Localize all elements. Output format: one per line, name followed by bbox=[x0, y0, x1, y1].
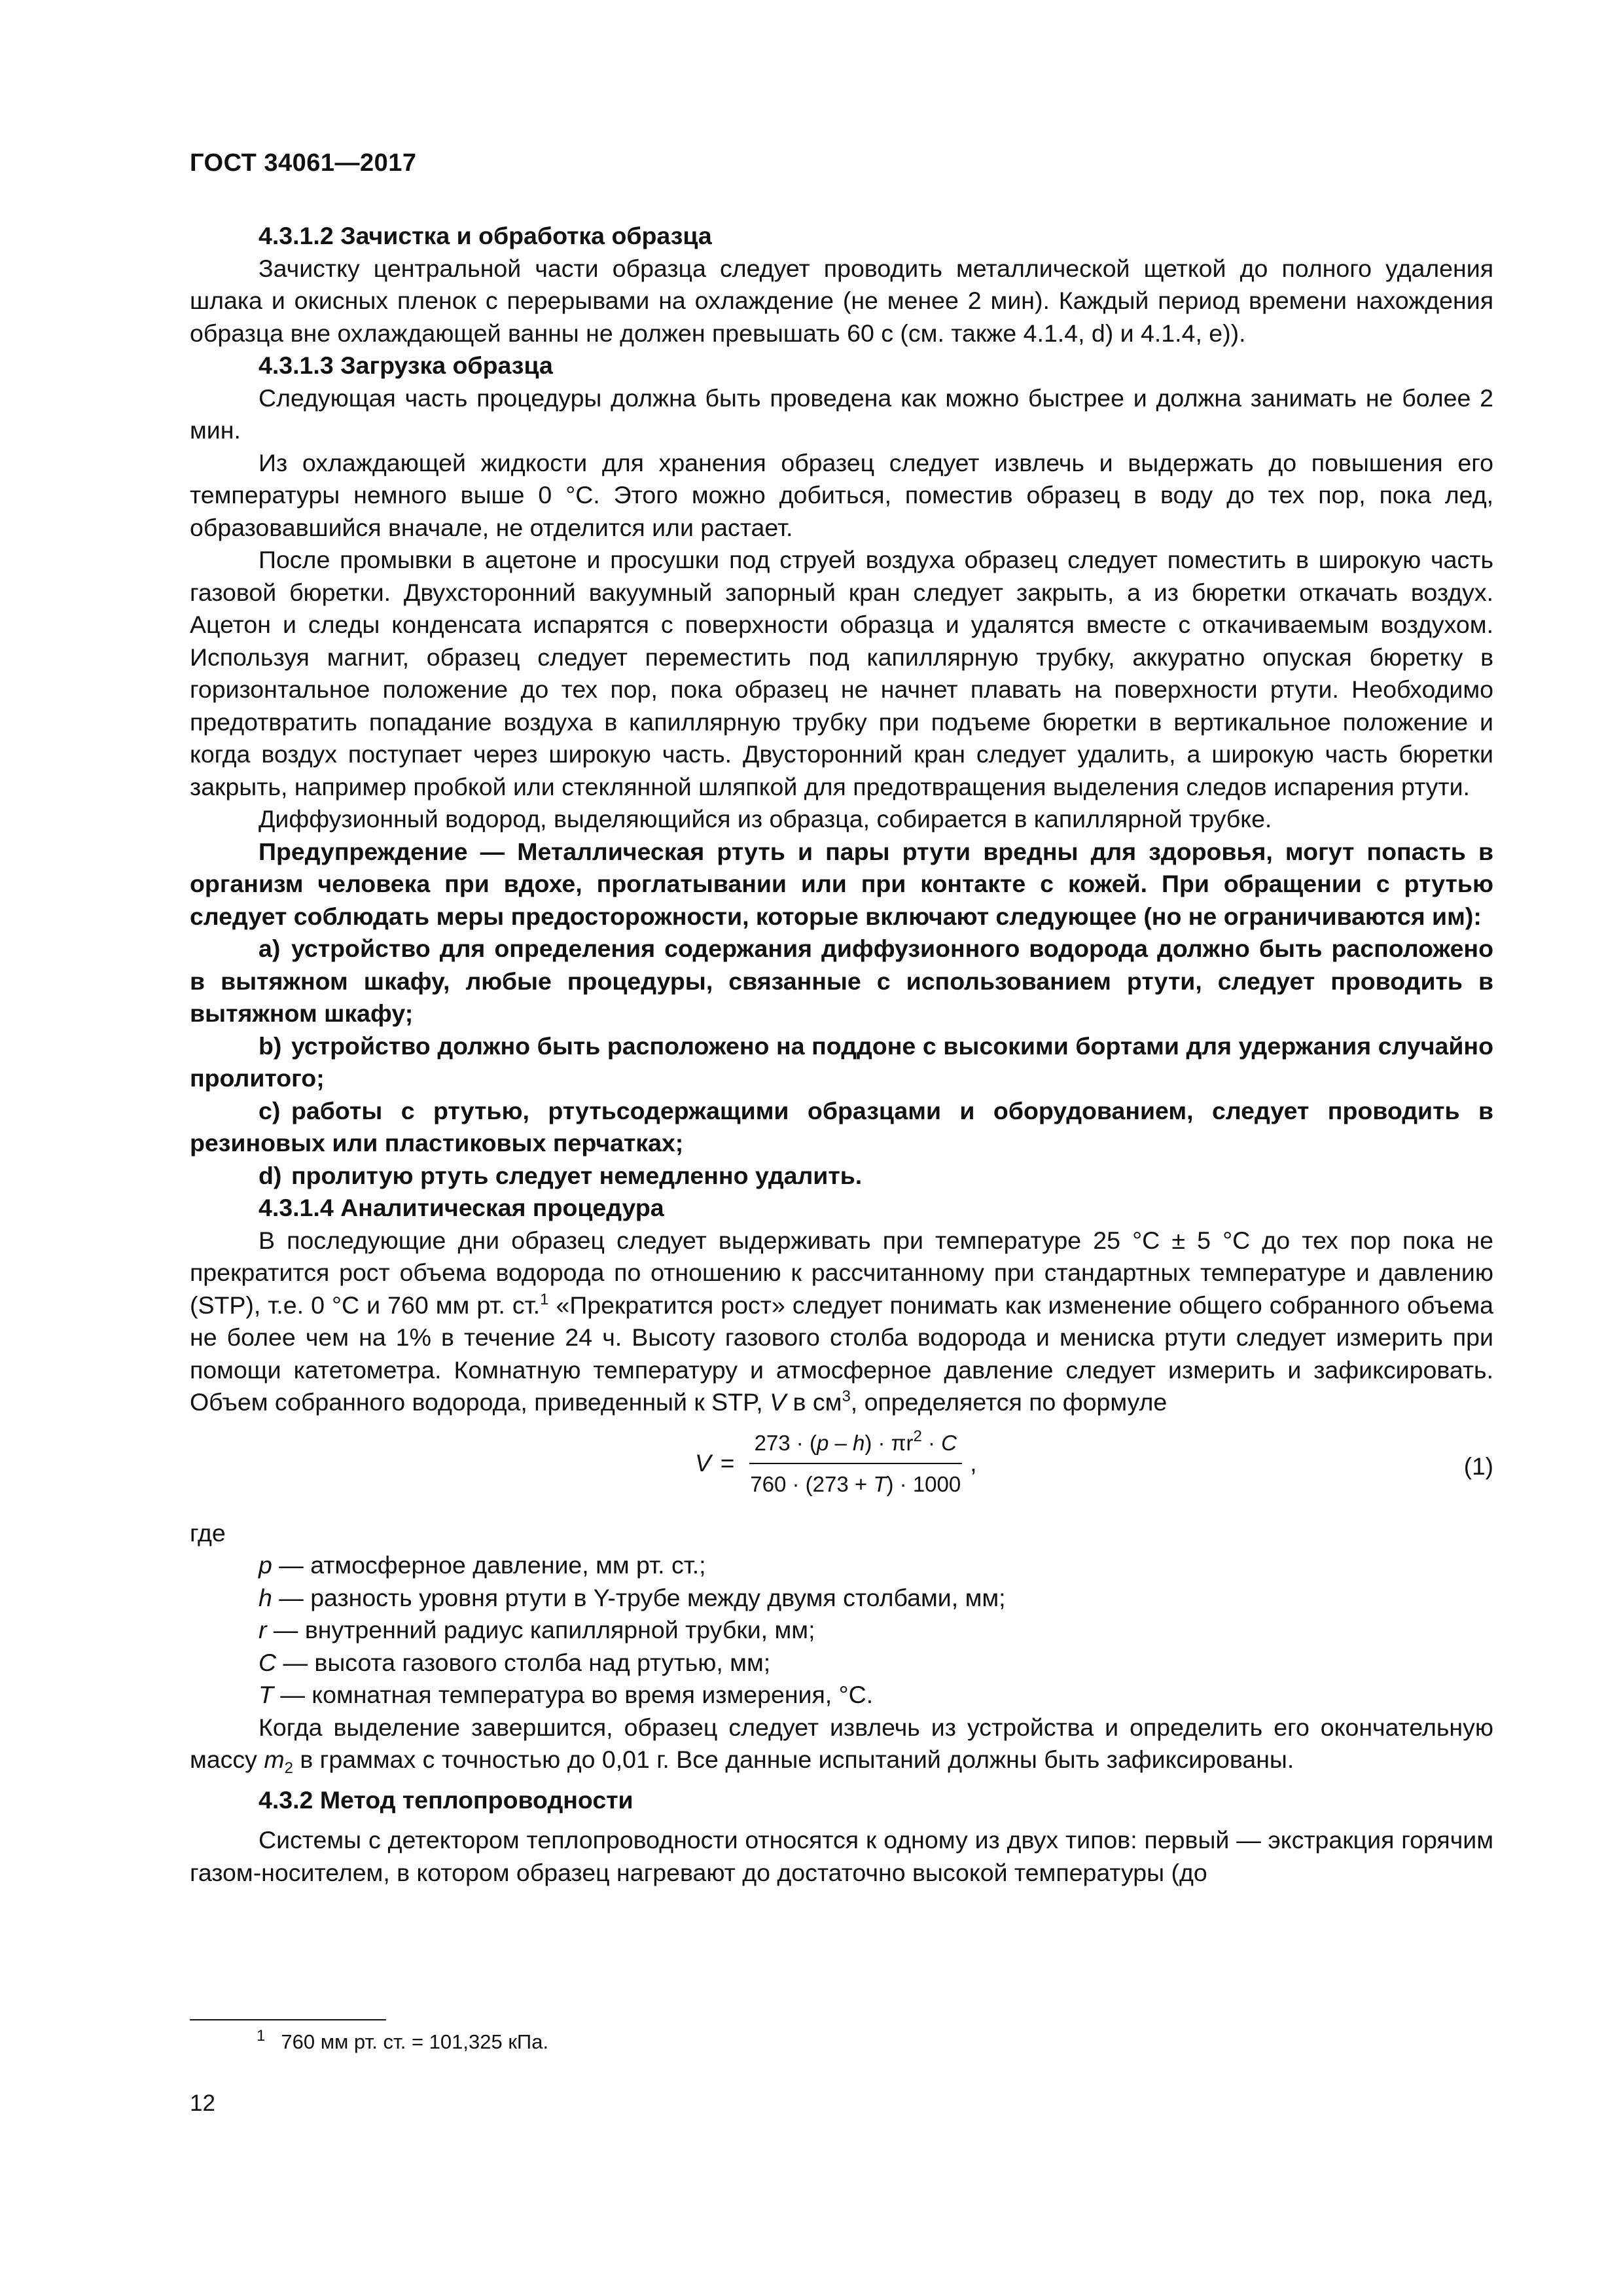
paragraph: Зачистку центральной части образца следует проводить металлической щеткой до полного удаления шлака и окисных пленок с перерывами на охлаждение (не менее 2 мин). Каждый период времени нахождения образца вне охлаждающей ванны не должен превышать 60 с (см. также 4.1.4, d) и 4.1.4, e)). bbox=[190, 254, 1493, 347]
list-text: пролитую ртуть следует немедленно удалить. bbox=[291, 1161, 863, 1189]
definition-item: T — комнатная температура во время измерения, °C. bbox=[259, 1681, 874, 1708]
list-text: работы с ртутью, ртутьсодержащими образцами и оборудованием, следует проводить в резиновых или пластиковых перчатках; bbox=[190, 1096, 1493, 1157]
paragraph: Когда выделение завершится, образец следует извлечь из устройства и определить его окончательную массу $m_2$ в граммах с точностью до 0,01 г. Все данные испытаний должны быть зафиксированы. bbox=[190, 1713, 1493, 1777]
paragraph: Системы с детектором теплопроводности относятся к одному из двух типов: первый — экстракция горячим газом-носителем, в котором образец нагревают до достаточно высокой температуры (до bbox=[190, 1826, 1493, 1886]
list-marker: c) bbox=[259, 1096, 281, 1124]
paragraph: После промывки в ацетоне и просушки под струей воздуха образец следует поместить в широкую часть газовой бюретки. Двухсторонний вакуумный запорный кран следует закрыть, а из бюретки откачать воздух. Ацетон и следы конденсата испарятся с поверхности образца и удалятся вместе с откачиваемым воздухом. Используя магнит, образец следует переместить под капиллярную трубку, аккуратно опуская бюретку в горизонтальное положение до тех пор, пока образец не начнет плавать на поверхности ртути. Необходимо предотвратить попадание воздуха в капиллярную трубку при подъеме бюретки в вертикальное положение и когда воздух поступает через широкую часть. Двусторонний кран следует удалить, а широкую часть бюретки закрыть, например пробкой или стеклянной шляпкой для предотвращения выделения следов испарения ртути. bbox=[190, 546, 1493, 800]
warning-paragraph: Предупреждение — Металлическая ртуть и пары ртути вредны для здоровья, могут попасть в организм человека при вдохе, проглатывании или при контакте с кожей. При обращении с ртутью следует соблюдать меры предосторожности, которые включают следующее (но не ограничиваются им): bbox=[190, 837, 1493, 930]
footnote-text: 760 мм рт. ст. = 101,325 кПа. bbox=[281, 2030, 549, 2053]
footnote-ref: 1 bbox=[540, 1290, 549, 1308]
definition-item: r — внутренний радиус капиллярной трубки, мм; bbox=[259, 1616, 815, 1643]
paragraph: Следующая часть процедуры должна быть проведена как можно быстрее и должна занимать не более 2 мин. bbox=[190, 384, 1493, 444]
page-number: 12 bbox=[190, 2090, 215, 2116]
list-item bbox=[190, 1030, 1493, 1095]
list-item bbox=[190, 933, 1493, 1030]
list-item bbox=[190, 1160, 1493, 1193]
formula-denominator: 760 · (273 + T) · 1000 bbox=[750, 1472, 961, 1496]
formula-lhs: V bbox=[695, 1450, 711, 1477]
section-heading-4-3-1-4: 4.3.1.4 Аналитическая процедура bbox=[259, 1194, 664, 1221]
paragraph: Диффузионный водород, выделяющийся из образца, собирается в капиллярной трубке. bbox=[259, 805, 1272, 833]
definition-item: p — атмосферное давление, мм рт. ст.; bbox=[259, 1551, 706, 1579]
footnote-mark: 1 bbox=[257, 2027, 266, 2045]
list-marker: b) bbox=[259, 1031, 282, 1060]
list-marker: d) bbox=[259, 1161, 282, 1189]
list-marker: a) bbox=[259, 935, 281, 962]
footnote-divider bbox=[190, 2019, 386, 2020]
formula: V = $\frac{273 \cdot (p - h) \cdot \pi r^2 \cdot C}{760 \cdot (273 + T) \cdot 1000}$ , bbox=[695, 1427, 977, 1501]
formula-numerator: $273 \cdot (p - h) \cdot \pi r^2 \cdot C$ bbox=[749, 1427, 962, 1465]
formula-fraction bbox=[745, 1427, 966, 1501]
section-heading-4-3-1-3: 4.3.1.3 Загрузка образца bbox=[259, 351, 553, 379]
paragraph: Из охлаждающей жидкости для хранения образец следует извлечь и выдержать до повышения его температуры немного выше 0 °C. Этого можно добиться, поместив образец в воду до тех пор, пока лед, образовавшийся вначале, не отделится или растает. bbox=[190, 448, 1493, 541]
paragraph: В последующие дни образец следует выдерживать при температуре 25 °C ± 5 °C до тех пор пока не прекратится рост объема водорода по отношению к рассчитанному при стандартных температуре и давлению (STP), т.е. 0 °C и 760 мм рт. ст.$^1$ «Прекратится рост» следует понимать как изменение общего собранного объема не более чем на 1% в течение 24 ч. Высоту газового столба водорода и мениска ртути следует измерить при помощи катетометра. Комнатную температуру и атмосферное давление следует измерить и зафиксировать. Объем собранного водорода, приведенный к STP, V в $см^3$, определяется по формуле bbox=[190, 1226, 1493, 1416]
formula-number: (1) bbox=[1463, 1452, 1493, 1480]
page-content bbox=[190, 220, 1493, 1889]
section-heading-4-3-1-2: 4.3.1.2 Зачистка и обработка образца bbox=[259, 222, 712, 249]
formula-equals: = bbox=[720, 1450, 735, 1477]
formula-block bbox=[190, 1427, 1493, 1512]
definition-item: h — разность уровня ртути в Y-трубе между двумя столбами, мм; bbox=[259, 1583, 1006, 1611]
list-item bbox=[190, 1095, 1493, 1160]
list-text: устройство должно быть расположено на поддоне с высокими бортами для удержания случайно пролитого; bbox=[190, 1031, 1493, 1092]
section-heading-4-3-2: 4.3.2 Метод теплопроводности bbox=[259, 1785, 633, 1814]
footnote bbox=[257, 2027, 548, 2054]
where-label: где bbox=[190, 1518, 226, 1547]
definition-item: C — высота газового столба над ртутью, мм; bbox=[259, 1648, 771, 1676]
document-header: ГОСТ 34061—2017 bbox=[190, 149, 417, 177]
variable-definitions bbox=[190, 1549, 1493, 1712]
list-text: устройство для определения содержания диффузионного водорода должно быть расположено в вытяжном шкафу, любые процедуры, связанные с использованием ртути, следует проводить в вытяжном шкафу; bbox=[190, 935, 1493, 1027]
